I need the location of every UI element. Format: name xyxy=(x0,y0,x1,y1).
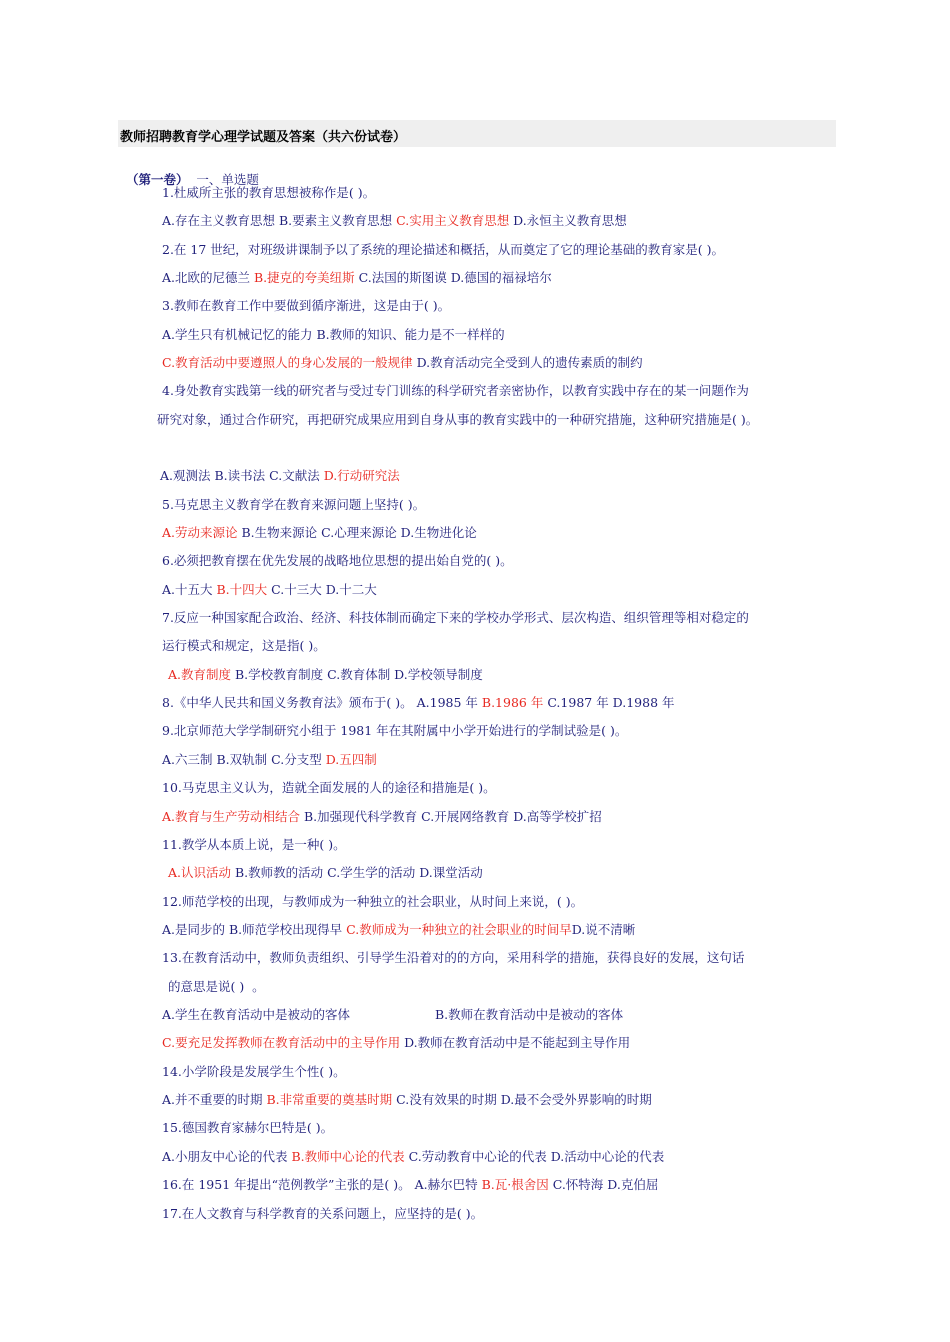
text-segment: 6.必须把教育摆在优先发展的战略地位思想的提出始自党的( )。 xyxy=(162,553,513,568)
answer-text: D.五四制 xyxy=(325,752,377,767)
text-line xyxy=(162,213,627,229)
answer-text: C.实用主义教育思想 xyxy=(396,213,510,228)
answer-text: C.教育活动中要遵照人的身心发展的一般规律 xyxy=(162,355,413,370)
text-segment: 8.《中华人民共和国义务教育法》颁布于( )。 A.1985 年 xyxy=(162,695,482,710)
text-line xyxy=(162,780,496,796)
text-segment: B.加强现代科学教育 C.开展网络教育 D.高等学校扩招 xyxy=(300,809,602,824)
text-segment: B.学校教育制度 C.教育体制 D.学校领导制度 xyxy=(231,667,483,682)
text-segment: D.永恒主义教育思想 xyxy=(509,213,627,228)
answer-text: C.教师成为一种独立的社会职业的时间早 xyxy=(346,922,572,937)
text-line xyxy=(162,553,513,569)
answer-text: A.认识活动 xyxy=(168,865,232,880)
text-segment: C.没有效果的时期 D.最不会受外界影响的时期 xyxy=(392,1092,652,1107)
text-line xyxy=(160,468,400,484)
text-line xyxy=(162,723,627,739)
answer-text: B.1986 年 xyxy=(481,695,544,710)
text-line xyxy=(162,809,602,825)
answer-text: A.教育与生产劳动相结合 xyxy=(162,809,301,824)
text-segment: B.教师教的活动 C.学生学的活动 D.课堂活动 xyxy=(231,865,483,880)
text-segment: 9.北京师范大学学制研究小组于 1981 年在其附属中小学开始进行的学制试验是( )。 xyxy=(162,723,628,738)
document-title: 教师招聘教育学心理学试题及答案（共六份试卷） xyxy=(120,130,407,145)
text-segment: A.六三制 B.双轨制 C.分支型 xyxy=(162,752,326,767)
text-segment: A.北欧的尼德兰 xyxy=(162,270,254,285)
text-segment: D.教师在教育活动中是不能起到主导作用 xyxy=(400,1035,631,1050)
volume-label: （第一卷） xyxy=(125,172,189,187)
text-segment: C.劳动教育中心论的代表 D.活动中心论的代表 xyxy=(404,1149,665,1164)
answer-text: A.教育制度 xyxy=(168,667,232,682)
text-line xyxy=(162,242,724,258)
text-segment: 2.在 17 世纪，对班级讲课制予以了系统的理论描述和概括，从而奠定了它的理论基础的教育家是( )。 xyxy=(162,242,725,257)
text-segment: 11.教学从本质上说，是一种( )。 xyxy=(162,837,346,852)
section-header xyxy=(118,156,259,188)
text-line xyxy=(162,922,635,938)
text-segment: 的意思是说( ) 。 xyxy=(168,979,265,994)
text-segment: 12.师范学校的出现，与教师成为一种独立的社会职业，从时间上来说，( )。 xyxy=(162,894,584,909)
answer-text: D.行动研究法 xyxy=(323,468,400,483)
text-line xyxy=(162,1007,350,1023)
text-line xyxy=(162,752,377,768)
text-segment: B.生物来源论 C.心理来源论 D.生物进化论 xyxy=(237,525,477,540)
text-line xyxy=(162,837,346,853)
text-segment: C.怀特海 D.克伯屈 xyxy=(548,1177,659,1192)
answer-text: A.劳动来源论 xyxy=(162,525,238,540)
text-segment: D.说不清晰 xyxy=(571,922,636,937)
text-segment: 4.身处教育实践第一线的研究者与受过专门训练的科学研究者亲密协作，以教育实践中存在的某一问题作为 xyxy=(162,383,749,398)
text-segment: 1.杜威所主张的教育思想被称作是( )。 xyxy=(162,185,376,200)
answer-text: B.十四大 xyxy=(216,582,268,597)
text-segment: C.法国的斯图谟 D.德国的福禄培尔 xyxy=(354,270,552,285)
text-line xyxy=(162,894,583,910)
text-segment: A.十五大 xyxy=(162,582,217,597)
text-line xyxy=(162,1064,346,1080)
text-segment: 运行模式和规定，这是指( )。 xyxy=(162,638,326,653)
text-segment: A.小朋友中心论的代表 xyxy=(162,1149,292,1164)
text-segment: C.1987 年 D.1988 年 xyxy=(543,695,675,710)
text-segment: A.并不重要的时期 xyxy=(162,1092,267,1107)
section-title: 一、单选题 xyxy=(196,172,259,187)
text-line xyxy=(162,327,505,343)
text-line xyxy=(162,298,450,314)
text-line xyxy=(162,950,744,966)
text-segment: A.是同步的 B.师范学校出现得早 xyxy=(162,922,347,937)
text-line xyxy=(162,1149,664,1165)
text-segment: D.教育活动完全受到人的遗传素质的制约 xyxy=(412,355,643,370)
text-segment: A.存在主义教育思想 B.要素主义教育思想 xyxy=(162,213,397,228)
text-line xyxy=(162,355,643,371)
text-segment: 7.反应一种国家配合政治、经济、科技体制而确定下来的学校办学形式、层次构造、组织管理等相对稳定的 xyxy=(162,610,749,625)
text-segment: 15.德国教育家赫尔巴特是( )。 xyxy=(162,1120,334,1135)
text-line xyxy=(162,1177,658,1193)
text-line xyxy=(162,383,749,399)
text-segment: B.教师在教育活动中是被动的客体 xyxy=(435,1007,624,1022)
text-segment: 13.在教育活动中，教师负责组织、引导学生沿着对的的方向，采用科学的措施，获得良好的发展，这句话 xyxy=(162,950,745,965)
text-line xyxy=(162,185,375,201)
text-line xyxy=(162,1206,483,1222)
text-segment: A.观测法 B.读书法 C.文献法 xyxy=(160,468,324,483)
text-line xyxy=(162,270,552,286)
text-segment: 14.小学阶段是发展学生个性( )。 xyxy=(162,1064,346,1079)
text-line xyxy=(162,1092,652,1108)
text-segment: C.十三大 D.十二大 xyxy=(267,582,377,597)
text-line xyxy=(162,1035,630,1051)
text-segment: 研究对象，通过合作研究，再把研究成果应用到自身从事的教育实践中的一种研究措施，这种研究措施是( )。 xyxy=(157,412,759,427)
answer-text: B.瓦·根舍因 xyxy=(481,1177,549,1192)
answer-text: B.教师中心论的代表 xyxy=(291,1149,405,1164)
text-line xyxy=(162,497,425,513)
answer-text: B.捷克的夸美纽斯 xyxy=(253,270,355,285)
text-segment: 17.在人文教育与科学教育的关系问题上，应坚持的是( )。 xyxy=(162,1206,484,1221)
text-segment: 16.在 1951 年提出“范例教学”主张的是( )。 A.赫尔巴特 xyxy=(162,1177,482,1192)
text-line xyxy=(168,667,483,683)
text-line xyxy=(162,582,377,598)
text-line xyxy=(162,525,477,541)
text-segment: A.学生只有机械记忆的能力 B.教师的知识、能力是不一样样的 xyxy=(162,327,505,342)
answer-text: C.要充足发挥教师在教育活动中的主导作用 xyxy=(162,1035,401,1050)
text-segment: 5.马克思主义教育学在教育来源问题上坚持( )。 xyxy=(162,497,426,512)
text-segment: A.学生在教育活动中是被动的客体 xyxy=(162,1007,351,1022)
text-line xyxy=(162,610,749,626)
text-line xyxy=(162,1120,333,1136)
text-segment: 3.教师在教育工作中要做到循序渐进，这是由于( )。 xyxy=(162,298,451,313)
text-line xyxy=(168,865,483,881)
text-line xyxy=(162,695,675,711)
text-segment: 10.马克思主义认为，造就全面发展的人的途径和措施是( )。 xyxy=(162,780,496,795)
text-line xyxy=(157,412,758,428)
answer-text: B.非常重要的奠基时期 xyxy=(266,1092,393,1107)
text-line xyxy=(162,638,326,654)
text-line xyxy=(435,1007,623,1023)
text-line xyxy=(168,979,265,995)
